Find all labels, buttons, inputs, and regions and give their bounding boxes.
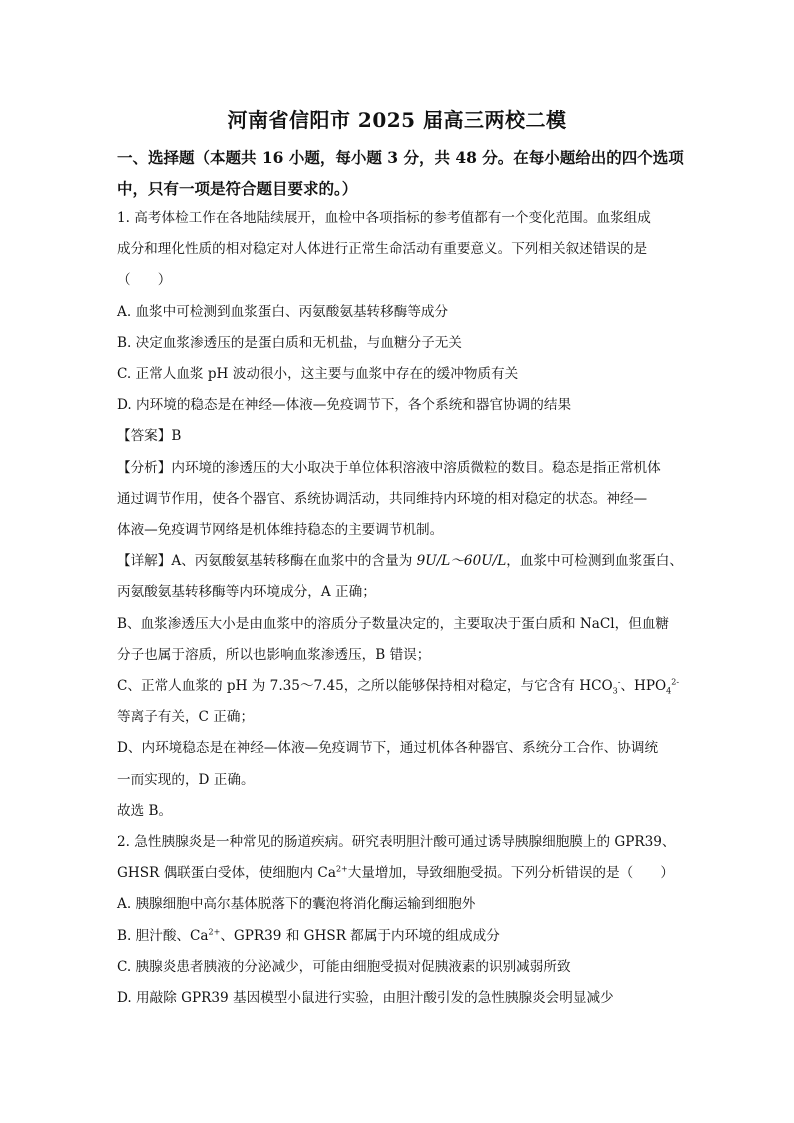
q1-detail-c bbox=[117, 671, 687, 702]
superscript: 2+ bbox=[208, 927, 221, 937]
q1-detail-b: B、血浆渗透压大小是由血浆中的溶质分子数量决定的，主要取决于蛋白质和 NaCl，但血糖 bbox=[117, 615, 670, 632]
q1-answer-blank: （ ） bbox=[117, 272, 172, 289]
document-body bbox=[117, 203, 687, 1014]
q2-option-text: 、GPR39 和 GHSR 都属于内环境的组成成分 bbox=[220, 927, 500, 944]
q2-option-a: A. 胰腺细胞中高尔基体脱落下的囊泡将消化酶运输到细胞外 bbox=[117, 896, 476, 913]
q1-option-c: C. 正常人血浆 pH 波动很小，这主要与血浆中存在的缓冲物质有关 bbox=[117, 366, 519, 383]
question-2-stem-cont bbox=[117, 858, 687, 889]
q1-option-a: A. 血浆中可检测到血浆蛋白、丙氨酸氨基转移酶等成分 bbox=[117, 303, 449, 320]
q2-stem-text: GHSR 偶联蛋白受体，使细胞内 Ca bbox=[117, 865, 336, 882]
superscript: 2+ bbox=[335, 864, 348, 874]
q1-detail-text: ，血浆中可检测到血浆蛋白、 bbox=[506, 553, 683, 570]
q1-stem-line: 1. 高考体检工作在各地陆续展开，血检中各项指标的参考值都有一个变化范围。血浆组成 bbox=[117, 210, 651, 226]
question-1-stem bbox=[117, 203, 687, 234]
q1-detail-text: 、HPO bbox=[620, 678, 667, 695]
q1-analysis-line: 体液—免疫调节网络是机体维持稳态的主要调节机制。 bbox=[117, 522, 444, 539]
q1-analysis-line: 通过调节作用，使各个器官、系统协调活动，共同维持内环境的相对稳定的状态。神经— bbox=[117, 490, 648, 507]
subscript: 3 bbox=[612, 686, 618, 696]
q1-analysis-line: 【分析】内环境的渗透压的大小取决于单位体积溶液中溶质微粒的数目。稳态是指正常机体 bbox=[117, 459, 661, 476]
question-1-stem-cont bbox=[117, 234, 687, 265]
q1-option-d: D. 内环境的稳态是在神经—体液—免疫调节下，各个系统和器官协调的结果 bbox=[117, 397, 572, 414]
q1-stem-line: 成分和理化性质的相对稳定对人体进行正常生命活动有重要意义。下列相关叙述错误的是 bbox=[117, 241, 648, 258]
superscript: - bbox=[617, 677, 621, 687]
q1-detail-unit: 9U/L～60U/L bbox=[416, 553, 507, 570]
superscript: 2- bbox=[671, 677, 680, 687]
question-1-stem-paren bbox=[117, 265, 687, 296]
question-2-stem: 2. 急性胰腺炎是一种常见的肠道疾病。研究表明胆汁酸可通过诱导胰腺细胞膜上的 GPR39、 bbox=[117, 834, 676, 851]
q1-detail-a bbox=[117, 546, 687, 577]
q1-option-b: B. 决定血浆渗透压的是蛋白质和无机盐，与血糖分子无关 bbox=[117, 334, 462, 351]
subscript: 4 bbox=[666, 686, 672, 696]
page-title: 河南省信阳市 2025 届高三两校二模 bbox=[227, 108, 567, 132]
q2-option-text: B. 胆汁酸、Ca bbox=[117, 927, 209, 944]
q2-option-c: C. 胰腺炎患者胰液的分泌减少，可能由细胞受损对促胰液素的识别减弱所致 bbox=[117, 958, 571, 975]
q1-detail-text: 【详解】A、丙氨酸氨基转移酶在血浆中的含量为 bbox=[117, 553, 417, 570]
q1-conclusion: 故选 B。 bbox=[117, 802, 173, 819]
q1-detail-d: D、内环境稳态是在神经—体液—免疫调节下，通过机体各种器官、系统分工合作、协调统 bbox=[117, 740, 659, 757]
q1-detail-a-cont: 丙氨酸氨基转移酶等内环境成分，A 正确； bbox=[117, 584, 376, 601]
q1-detail-text: C、正常人血浆的 pH 为 7.35～7.45，之所以能够保持相对稳定，与它含有 HCO bbox=[117, 678, 613, 695]
q2-option-b bbox=[117, 921, 687, 952]
q2-option-d: D. 用敲除 GPR39 基因模型小鼠进行实验，由胆汁酸引发的急性胰腺炎会明显减少 bbox=[117, 990, 614, 1007]
section-heading: 一、选择题（本题共 16 小题，每小题 3 分，共 48 分。在每小题给出的四个选项中，只有一项是符合题目要求的。） bbox=[117, 148, 684, 198]
q1-detail-c-cont: 等离子有关，C 正确； bbox=[117, 709, 255, 726]
q1-detail-d-cont: 一而实现的，D 正确。 bbox=[117, 771, 255, 788]
q1-detail-b-cont: 分子也属于溶质，所以也影响血浆渗透压，B 错误； bbox=[117, 646, 431, 663]
q1-answer: 【答案】B bbox=[117, 428, 182, 445]
q2-stem-text: 大量增加，导致细胞受损。下列分析错误的是（ ） bbox=[347, 865, 674, 882]
